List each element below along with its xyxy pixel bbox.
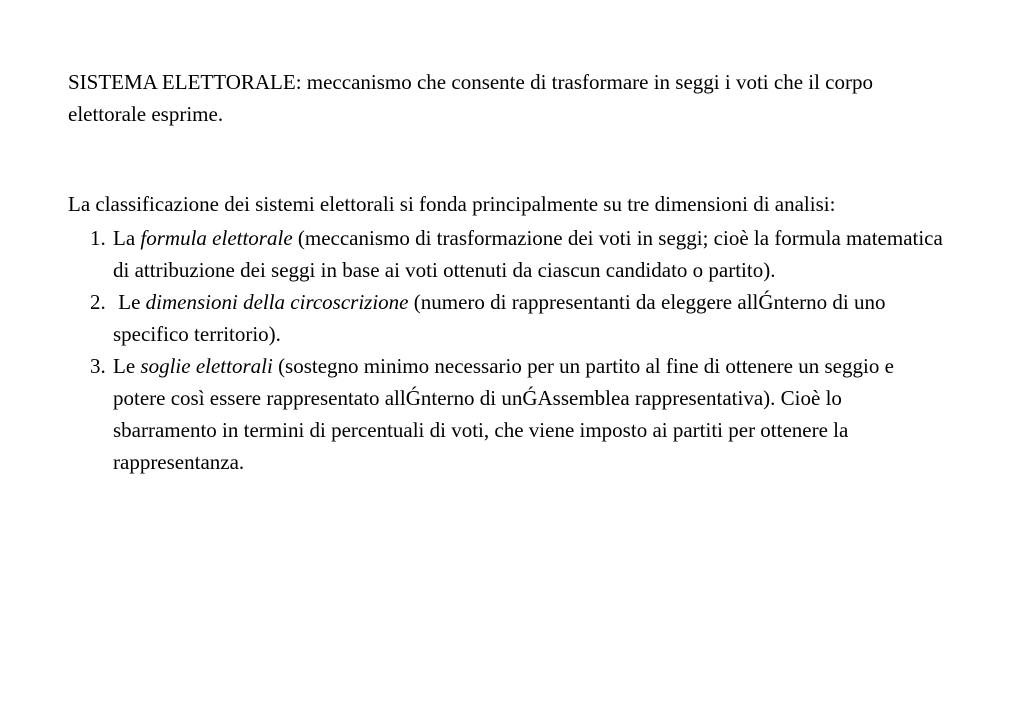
list-item-text-before: Le <box>113 354 141 378</box>
list-item-text-after: (sostegno minimo necessario per un partito al fine di ottenere un seggio e potere così essere rappresentato allǴnterno di unǴAssemblea rappresentativa). Cioè lo sbarramento in termini di percentuali di voti, che viene imposto ai partiti per ottenere la rappresentanza. <box>113 354 894 474</box>
lead-paragraph: La classificazione dei sistemi elettorali si fonda principalmente su tre dimensioni di analisi: <box>68 192 836 216</box>
list-item <box>68 286 948 350</box>
list-item <box>68 222 948 286</box>
list-item-number: 2. <box>90 290 106 314</box>
list-item-text-after: (meccanismo di trasformazione dei voti in seggi; cioè la formula matematica di attribuzione dei seggi in base ai voti ottenuti da ciascun candidato o partito). <box>113 226 943 282</box>
definition-paragraph: SISTEMA ELETTORALE: meccanismo che consente di trasformare in seggi i voti che il corpo elettorale esprime. <box>68 70 873 126</box>
list-item-term: formula elettorale <box>140 226 293 250</box>
list-item-text-before: La <box>113 226 141 250</box>
list-item-term: dimensioni della circoscrizione <box>145 290 409 314</box>
list-item <box>68 350 948 478</box>
list-item-text-before: Le <box>113 290 146 314</box>
document-page <box>68 66 948 478</box>
list-item-text-after: (numero di rappresentanti da eleggere allǴnterno di uno specifico territorio). <box>113 290 886 346</box>
list-item-term: soglie elettorali <box>140 354 273 378</box>
dimensions-list <box>68 222 948 478</box>
list-item-number: 3. <box>90 354 106 378</box>
list-item-number: 1. <box>90 226 106 250</box>
